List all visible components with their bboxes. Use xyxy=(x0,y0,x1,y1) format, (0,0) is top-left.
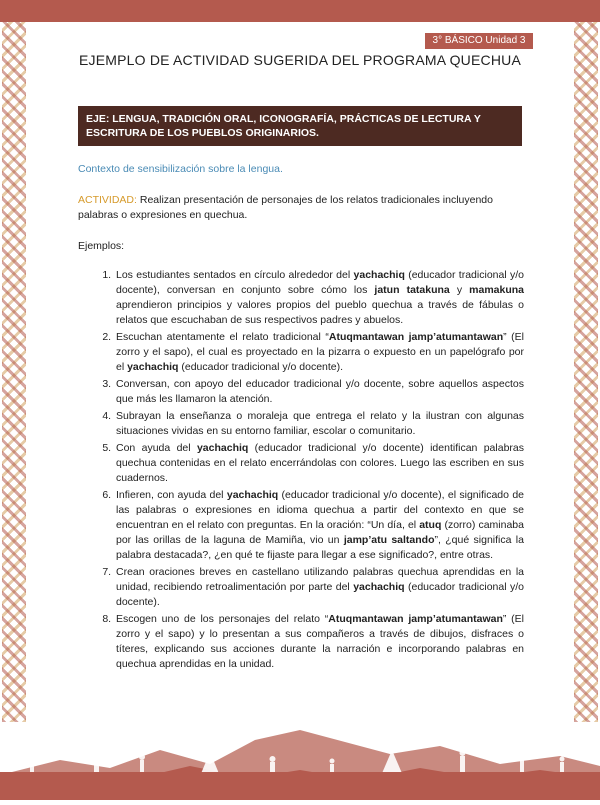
list-item: 2. Escuchan atentamente el relato tradicional “Atuqmantawan jamp’atumantawan” (El zorro y el sapo), el cual es proyectado en la pizarra o expuesto en un papelógrafo por el yachachiq (educador tradicional y/o docente). xyxy=(114,330,524,375)
footer-illustration xyxy=(0,680,600,800)
list-item: 6. Infieren, con ayuda del yachachiq (educador tradicional y/o docente), el significado de las palabras o expresiones en idioma quechua a partir del contexto en que se encuentran en el relato con preguntas. En la oración: “Un día, el atuq (zorro) caminaba por las orillas de la laguna de Mamiña, vio un jamp’atu saltando”, ¿qué significa la palabra destacada?, ¿en qué te fijaste para llegar a ese significado?, entre otras. xyxy=(114,488,524,563)
list-item: 4. Subrayan la enseñanza o moraleja que entrega el relato y la ilustran con algunas situaciones vividas en su entorno familiar, escolar o comunitario. xyxy=(114,409,524,439)
list-item: 1. Los estudiantes sentados en círculo alrededor del yachachiq (educador tradicional y/o docente), conversan en conjunto sobre cómo los jatun tatakuna y mamakuna aprendieron principios y valores propios del pueblo quechua a través de fábulas o relatos que escuchaban de sus respectivos padres y abuelos. xyxy=(114,268,524,328)
left-decorative-border xyxy=(2,22,26,722)
activity-label: ACTIVIDAD: xyxy=(78,194,137,206)
axis-banner: EJE: LENGUA, TRADICIÓN ORAL, ICONOGRAFÍA, PRÁCTICAS DE LECTURA Y ESCRITURA DE LOS PUEBLOS ORIGINARIOS. xyxy=(78,106,522,146)
list-item: 3. Conversan, con apoyo del educador tradicional y/o docente, sobre aquellos aspectos que más les llamaron la atención. xyxy=(114,377,524,407)
list-item: 5. Con ayuda del yachachiq (educador tradicional y/o docente) identifican palabras quechua contenidas en el relato encerrándolas con colores. Luego las escriben en sus cuadernos. xyxy=(114,441,524,486)
page-title: EJEMPLO DE ACTIVIDAD SUGERIDA DEL PROGRAMA QUECHUA xyxy=(78,52,522,68)
bottom-decorative-band xyxy=(0,772,600,800)
examples-label: Ejemplos: xyxy=(78,240,125,252)
unit-tab: 3° BÁSICO Unidad 3 xyxy=(425,33,533,49)
section-title: Contexto de sensibilización sobre la lengua. xyxy=(78,163,283,175)
document-body xyxy=(78,162,524,674)
activity-text: Realizan presentación de personajes de los relatos tradicionales incluyendo palabras o expresiones en quechua. xyxy=(78,194,493,221)
activity-paragraph xyxy=(78,193,524,223)
list-item: 7. Crean oraciones breves en castellano utilizando palabras quechua aprendidas en la unidad, recibiendo retroalimentación por parte del yachachiq (educador tradicional y/o docente). xyxy=(114,565,524,610)
right-decorative-border xyxy=(574,22,598,722)
list-item: 8. Escogen uno de los personajes del relato “Atuqmantawan jamp’atumantawan” (El zorro y el sapo) y lo presentan a sus compañeros a través de dibujos, disfraces o títeres, explicando sus acciones durante la narración e incorporando palabras en quechua aprendidas en la unidad. xyxy=(114,612,524,672)
examples-list xyxy=(78,268,524,672)
top-decorative-band xyxy=(0,0,600,22)
